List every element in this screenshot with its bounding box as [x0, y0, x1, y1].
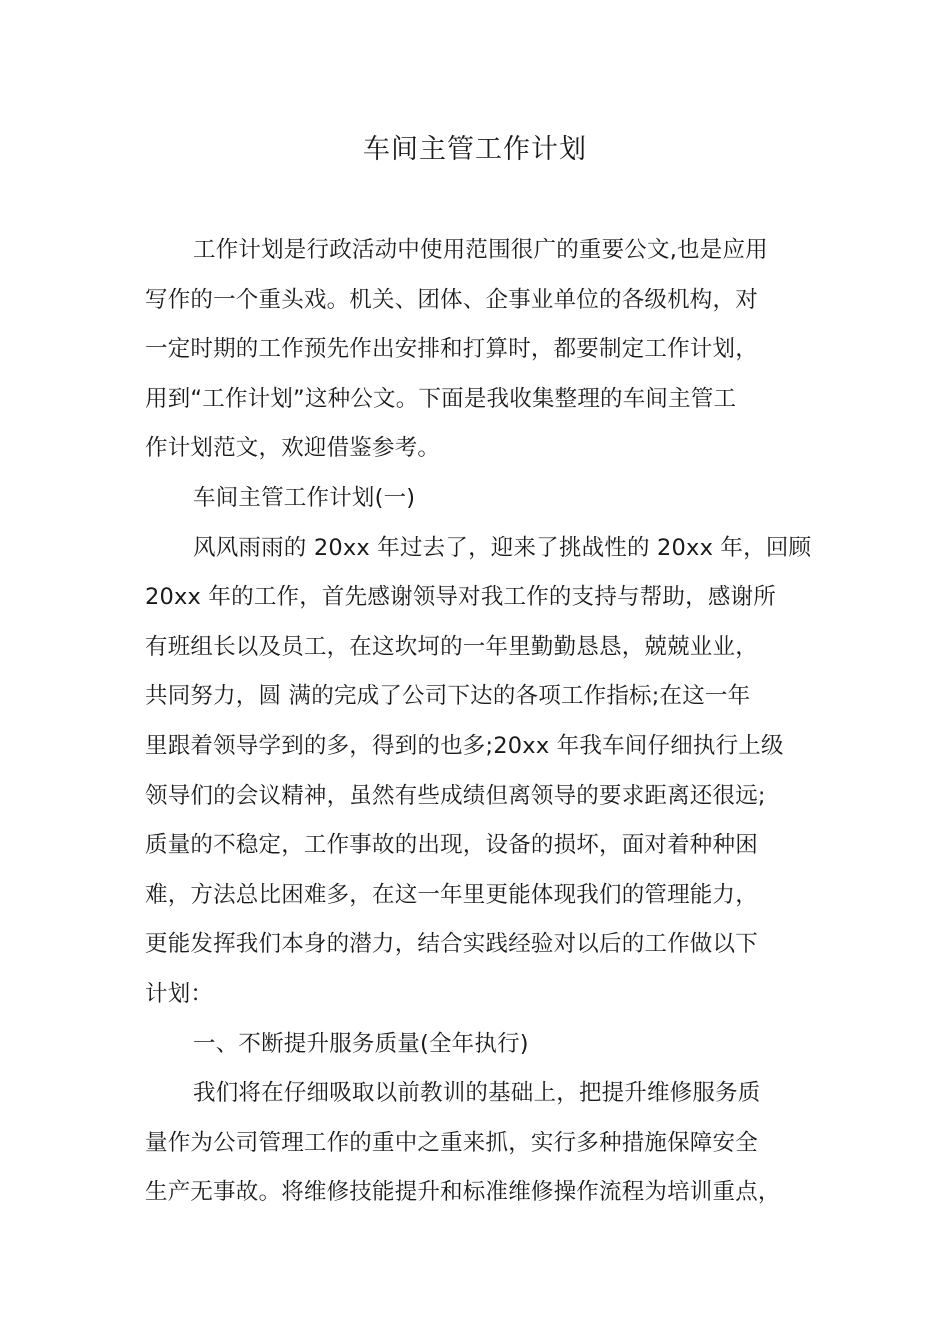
paragraph-line: 难，方法总比困难多，在这一年里更能体现我们的管理能力，: [145, 881, 758, 908]
paragraph-line: 有班组长以及员工，在这坎坷的一年里勤勤恳恳，兢兢业业，: [145, 633, 758, 660]
paragraph-line: 一定时期的工作预先作出安排和打算时，都要制定工作计划，: [145, 336, 758, 363]
paragraph-line: 领导们的会议精神，虽然有些成绩但离领导的要求距离还很远;: [145, 782, 766, 809]
paragraph-line: 更能发挥我们本身的潜力，结合实践经验对以后的工作做以下: [145, 931, 758, 958]
paragraph-line: 里跟着领导学到的多，得到的也多;20xx 年我车间仔细执行上级: [145, 732, 784, 759]
paragraph-line: 计划：: [145, 980, 214, 1007]
document-body: [145, 226, 815, 1218]
paragraph-line: 写作的一个重头戏。机关、团体、企事业单位的各级机构，对: [145, 286, 758, 313]
paragraph-line: 工作计划是行政活动中使用范围很广的重要公文,也是应用: [193, 237, 768, 263]
paragraph-line: 我们将在仔细吸取以前教训的基础上，把提升维修服务质: [193, 1080, 761, 1107]
paragraph-line: 用到“工作计划”这种公文。下面是我收集整理的车间主管工: [145, 385, 737, 412]
paragraph-line: 20xx 年的工作，首先感谢领导对我工作的支持与帮助，感谢所: [145, 584, 776, 611]
paragraph-line: 作计划范文，欢迎借鉴参考。: [145, 435, 441, 462]
paragraph-line: 质量的不稳定，工作事故的出现，设备的损坏，面对着种种困: [145, 832, 758, 859]
document-title: 车间主管工作计划: [363, 134, 587, 165]
paragraph-line: 风风雨雨的 20xx 年过去了，迎来了挑战性的 20xx 年，回顾: [193, 534, 812, 561]
paragraph-line: 共同努力，圆 满的完成了公司下达的各项工作指标;在这一年: [145, 683, 751, 710]
paragraph-line: 生产无事故。将维修技能提升和标准维修操作流程为培训重点，: [145, 1179, 781, 1206]
section-heading: 车间主管工作计划(一): [193, 484, 416, 511]
section-heading: 一、不断提升服务质量(全年执行): [193, 1030, 529, 1057]
paragraph-line: 量作为公司管理工作的重中之重来抓，实行多种措施保障安全: [145, 1129, 758, 1156]
